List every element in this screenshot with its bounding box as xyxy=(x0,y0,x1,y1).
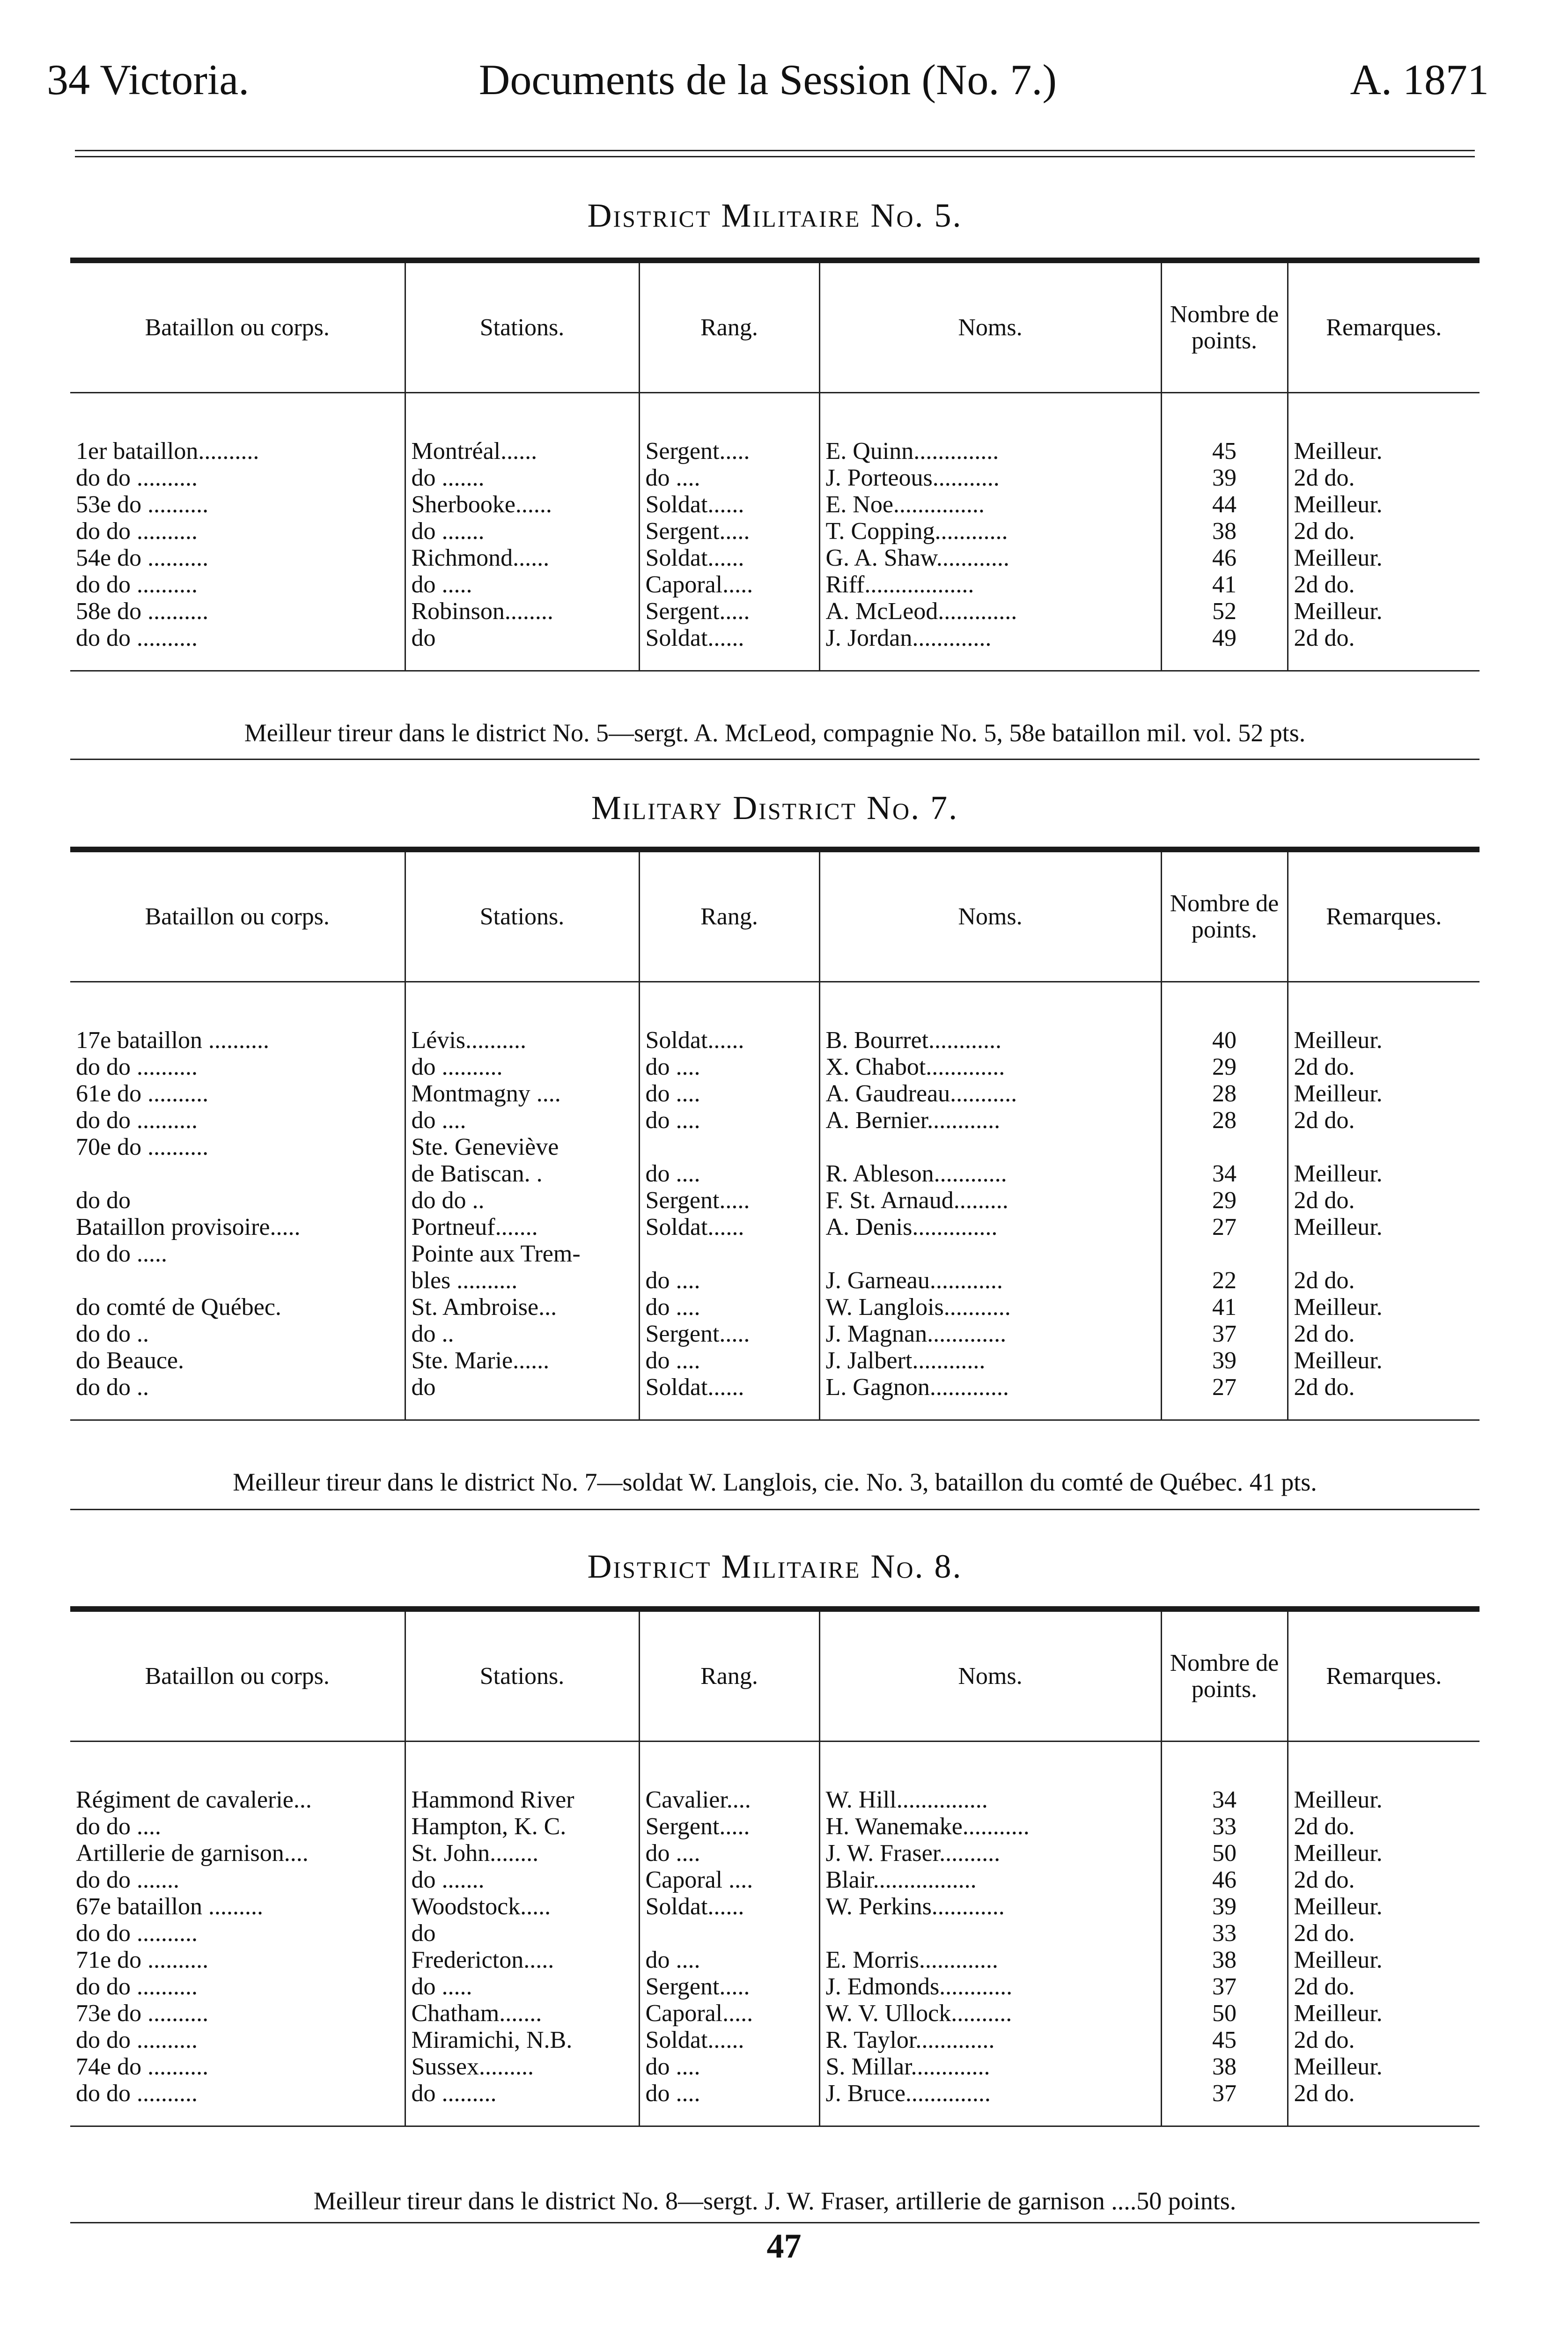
col-header-rang: Rang. xyxy=(639,263,819,393)
table-spacer-row xyxy=(70,982,1480,1027)
cell-remarque: 2d do. xyxy=(1288,1107,1480,1134)
table-row xyxy=(70,545,1480,571)
summary-rule xyxy=(70,759,1480,760)
cell-bataillon: do do .......... xyxy=(76,1973,198,2000)
cell-station: Montréal...... xyxy=(405,438,639,465)
cell-station: do .......... xyxy=(405,1054,639,1080)
col-header-bataillon: Bataillon ou corps. xyxy=(70,1612,405,1742)
cell-nom xyxy=(819,1240,1161,1267)
cell-nom: J. Jalbert............ xyxy=(819,1347,1161,1374)
cell-points: 41 xyxy=(1161,1294,1288,1321)
cell-points: 34 xyxy=(1161,1160,1288,1187)
cell-nom: J. Bruce.............. xyxy=(819,2080,1161,2107)
col-header-stations: Stations. xyxy=(405,852,639,982)
cell-bataillon: do do .......... xyxy=(76,571,198,598)
cell-rang: Soldat...... xyxy=(639,2027,819,2053)
table-row xyxy=(70,571,1480,598)
table-row xyxy=(70,438,1480,465)
cell-points: 50 xyxy=(1161,2000,1288,2027)
cell-remarque: 2d do. xyxy=(1288,1054,1480,1080)
table-row xyxy=(70,465,1480,491)
cell-nom xyxy=(819,1134,1161,1160)
cell-bataillon: 54e do .......... xyxy=(76,545,209,571)
header-session-year: 34 Victoria. xyxy=(47,56,250,103)
cell-bataillon: 61e do .......... xyxy=(76,1080,209,1107)
cell-bataillon: do do .......... xyxy=(76,2080,198,2107)
cell-points: 27 xyxy=(1161,1214,1288,1240)
cell-nom: Blair................. xyxy=(819,1867,1161,1893)
cell-nom: R. Ableson............ xyxy=(819,1160,1161,1187)
table-end-row xyxy=(70,651,1480,671)
cell-station: Lévis.......... xyxy=(405,1027,639,1054)
cell-nom: A. Bernier............ xyxy=(819,1107,1161,1134)
section-rule xyxy=(70,1606,1480,1612)
cell-rang: Soldat...... xyxy=(639,491,819,518)
cell-points: 38 xyxy=(1161,518,1288,545)
table-header-row xyxy=(70,852,1480,982)
cell-nom: W. Hill............... xyxy=(819,1786,1161,1813)
cell-station: Woodstock..... xyxy=(405,1893,639,1920)
cell-rang: Cavalier.... xyxy=(639,1786,819,1813)
cell-remarque: 2d do. xyxy=(1288,1973,1480,2000)
table-row xyxy=(70,1134,1480,1160)
cell-rang xyxy=(639,1240,819,1267)
cell-nom: A. McLeod............. xyxy=(819,598,1161,625)
table-header-row xyxy=(70,263,1480,393)
section-title-district-8: District Militaire No. 8. xyxy=(587,1548,963,1585)
cell-station: Ste. Geneviève xyxy=(405,1134,639,1160)
table-row xyxy=(70,1893,1480,1920)
table-row xyxy=(70,1160,1480,1187)
cell-bataillon xyxy=(70,1160,405,1187)
cell-points: 39 xyxy=(1161,1893,1288,1920)
cell-remarque: 2d do. xyxy=(1288,1321,1480,1347)
summary-rule xyxy=(70,1509,1480,1510)
table-header-row xyxy=(70,1612,1480,1742)
table-row xyxy=(70,1840,1480,1867)
cell-rang: do .... xyxy=(639,1160,819,1187)
cell-remarque: Meilleur. xyxy=(1288,1027,1480,1054)
summary-district-5: Meilleur tireur dans le district No. 5—sergt. A. McLeod, compagnie No. 5, 58e bataillon mil. vol. 52 pts. xyxy=(244,719,1306,747)
cell-nom xyxy=(819,1920,1161,1947)
cell-nom: H. Wanemake........... xyxy=(819,1813,1161,1840)
cell-points: 38 xyxy=(1161,1947,1288,1973)
table-row xyxy=(70,1347,1480,1374)
cell-points: 45 xyxy=(1161,2027,1288,2053)
cell-rang: Sergent..... xyxy=(639,1973,819,2000)
cell-points: 37 xyxy=(1161,2080,1288,2107)
cell-station: Sussex......... xyxy=(405,2053,639,2080)
table-row xyxy=(70,1080,1480,1107)
cell-rang: do .... xyxy=(639,1294,819,1321)
cell-nom: X. Chabot............. xyxy=(819,1054,1161,1080)
cell-remarque: Meilleur. xyxy=(1288,438,1480,465)
table-district-8 xyxy=(70,1612,1480,2127)
cell-remarque: 2d do. xyxy=(1288,1867,1480,1893)
table-row xyxy=(70,2000,1480,2027)
cell-remarque: Meilleur. xyxy=(1288,1947,1480,1973)
section-title-district-5: District Militaire No. 5. xyxy=(587,197,963,234)
cell-bataillon: do do .......... xyxy=(76,1054,198,1080)
table-row xyxy=(70,1867,1480,1893)
col-header-remarques: Remarques. xyxy=(1288,1612,1480,1742)
cell-bataillon: 58e do .......... xyxy=(76,598,209,625)
cell-station: Montmagny .... xyxy=(405,1080,639,1107)
cell-station: bles .......... xyxy=(405,1267,639,1294)
cell-nom: R. Taylor............. xyxy=(819,2027,1161,2053)
col-header-points: Nombre de points. xyxy=(1161,263,1288,393)
cell-rang: Soldat...... xyxy=(639,625,819,651)
cell-remarque: Meilleur. xyxy=(1288,1160,1480,1187)
table-row xyxy=(70,1294,1480,1321)
cell-remarque: Meilleur. xyxy=(1288,1786,1480,1813)
col-header-points: Nombre de points. xyxy=(1161,852,1288,982)
cell-rang xyxy=(639,1134,819,1160)
cell-points: 38 xyxy=(1161,2053,1288,2080)
cell-points: 50 xyxy=(1161,1840,1288,1867)
cell-station: do ....... xyxy=(405,1867,639,1893)
cell-rang: Soldat...... xyxy=(639,1027,819,1054)
section-rule xyxy=(70,258,1480,263)
cell-rang: Soldat...... xyxy=(639,1214,819,1240)
cell-points: 33 xyxy=(1161,1813,1288,1840)
cell-bataillon: Artillerie de garnison.... xyxy=(76,1840,309,1867)
cell-rang xyxy=(639,1920,819,1947)
cell-nom: E. Quinn.............. xyxy=(819,438,1161,465)
col-header-noms: Noms. xyxy=(819,852,1161,982)
cell-bataillon: 1er bataillon.......... xyxy=(76,438,259,465)
cell-remarque: Meilleur. xyxy=(1288,1840,1480,1867)
header-year: A. 1871 xyxy=(1350,56,1489,103)
cell-nom: J. Jordan............. xyxy=(819,625,1161,651)
cell-rang: Sergent..... xyxy=(639,1187,819,1214)
cell-station: Chatham....... xyxy=(405,2000,639,2027)
cell-rang: do .... xyxy=(639,1840,819,1867)
table-row xyxy=(70,491,1480,518)
col-header-rang: Rang. xyxy=(639,1612,819,1742)
table-row xyxy=(70,1920,1480,1947)
cell-rang: Soldat...... xyxy=(639,1893,819,1920)
cell-bataillon: do Beauce. xyxy=(76,1347,184,1374)
cell-bataillon xyxy=(70,1267,405,1294)
cell-bataillon: 67e bataillon ......... xyxy=(76,1893,264,1920)
cell-rang: do .... xyxy=(639,2053,819,2080)
cell-remarque: 2d do. xyxy=(1288,1920,1480,1947)
cell-remarque: 2d do. xyxy=(1288,1374,1480,1401)
table-body-district-5 xyxy=(70,393,1480,671)
cell-station: do ..... xyxy=(405,571,639,598)
cell-bataillon: do do ..... xyxy=(76,1240,167,1267)
cell-rang: do .... xyxy=(639,1347,819,1374)
cell-station: do .... xyxy=(405,1107,639,1134)
cell-remarque: 2d do. xyxy=(1288,2027,1480,2053)
cell-points: 29 xyxy=(1161,1054,1288,1080)
cell-station: do .. xyxy=(405,1321,639,1347)
cell-bataillon: 53e do .......... xyxy=(76,491,209,518)
cell-nom: A. Denis.............. xyxy=(819,1214,1161,1240)
cell-rang: do .... xyxy=(639,1107,819,1134)
cell-bataillon: do do .... xyxy=(76,1813,161,1840)
cell-bataillon: do do .......... xyxy=(76,625,198,651)
cell-nom: A. Gaudreau........... xyxy=(819,1080,1161,1107)
table-row xyxy=(70,1054,1480,1080)
cell-remarque: Meilleur. xyxy=(1288,491,1480,518)
cell-station: Hammond River xyxy=(405,1786,639,1813)
cell-remarque: Meilleur. xyxy=(1288,1347,1480,1374)
table-row xyxy=(70,1240,1480,1267)
table-row xyxy=(70,1187,1480,1214)
cell-nom: E. Morris............. xyxy=(819,1947,1161,1973)
col-header-remarques: Remarques. xyxy=(1288,852,1480,982)
cell-station: do ....... xyxy=(405,518,639,545)
cell-station: do xyxy=(405,1374,639,1401)
cell-nom: W. Langlois........... xyxy=(819,1294,1161,1321)
table-row xyxy=(70,598,1480,625)
table-row xyxy=(70,1374,1480,1401)
table-row xyxy=(70,1786,1480,1813)
cell-remarque: Meilleur. xyxy=(1288,1893,1480,1920)
cell-station: Ste. Marie...... xyxy=(405,1347,639,1374)
table-end-row xyxy=(70,2107,1480,2126)
table-district-5 xyxy=(70,263,1480,672)
cell-points: 22 xyxy=(1161,1267,1288,1294)
cell-bataillon: do do .......... xyxy=(76,2027,198,2053)
table-row xyxy=(70,2027,1480,2053)
cell-station: St. John........ xyxy=(405,1840,639,1867)
section-title-district-7: Military District No. 7. xyxy=(591,789,959,827)
cell-remarque: 2d do. xyxy=(1288,1267,1480,1294)
section-rule xyxy=(70,847,1480,852)
cell-points: 34 xyxy=(1161,1786,1288,1813)
cell-rang: do .... xyxy=(639,1267,819,1294)
cell-points: 46 xyxy=(1161,1867,1288,1893)
cell-points: 52 xyxy=(1161,598,1288,625)
col-header-stations: Stations. xyxy=(405,1612,639,1742)
cell-rang: do .... xyxy=(639,2080,819,2107)
cell-nom: L. Gagnon............. xyxy=(819,1374,1161,1401)
cell-points: 49 xyxy=(1161,625,1288,651)
cell-station: Richmond...... xyxy=(405,545,639,571)
cell-bataillon: do do .. xyxy=(76,1321,149,1347)
cell-points: 28 xyxy=(1161,1107,1288,1134)
cell-remarque: 2d do. xyxy=(1288,571,1480,598)
table-row xyxy=(70,518,1480,545)
cell-station: do ......... xyxy=(405,2080,639,2107)
cell-rang: Soldat...... xyxy=(639,545,819,571)
cell-rang: Sergent..... xyxy=(639,438,819,465)
summary-district-8: Meilleur tireur dans le district No. 8—sergt. J. W. Fraser, artillerie de garnison ....50 points. xyxy=(313,2187,1237,2215)
cell-remarque xyxy=(1288,1240,1480,1267)
cell-nom: J. W. Fraser.......... xyxy=(819,1840,1161,1867)
cell-points: 46 xyxy=(1161,545,1288,571)
table-row xyxy=(70,1321,1480,1347)
cell-rang: Sergent..... xyxy=(639,518,819,545)
cell-station: do ..... xyxy=(405,1973,639,2000)
table-end-row xyxy=(70,1401,1480,1420)
summary-rule xyxy=(70,2222,1480,2223)
page-number: 47 xyxy=(766,2227,802,2266)
cell-remarque: Meilleur. xyxy=(1288,2000,1480,2027)
cell-nom: S. Millar............. xyxy=(819,2053,1161,2080)
cell-remarque xyxy=(1288,1134,1480,1160)
cell-remarque: Meilleur. xyxy=(1288,1080,1480,1107)
table-row xyxy=(70,625,1480,651)
table-district-7 xyxy=(70,852,1480,1421)
table-row xyxy=(70,1973,1480,2000)
table-spacer-row xyxy=(70,393,1480,438)
cell-bataillon: 74e do .......... xyxy=(76,2053,209,2080)
cell-remarque: 2d do. xyxy=(1288,1813,1480,1840)
cell-remarque: Meilleur. xyxy=(1288,545,1480,571)
cell-station: do xyxy=(405,625,639,651)
cell-points xyxy=(1161,1134,1288,1160)
col-header-points: Nombre de points. xyxy=(1161,1612,1288,1742)
table-body-district-8 xyxy=(70,1742,1480,2126)
cell-rang: Soldat...... xyxy=(639,1374,819,1401)
cell-station: St. Ambroise... xyxy=(405,1294,639,1321)
cell-nom: W. V. Ullock.......... xyxy=(819,2000,1161,2027)
cell-points: 29 xyxy=(1161,1187,1288,1214)
cell-bataillon: do do .. xyxy=(76,1374,149,1401)
cell-rang: Sergent..... xyxy=(639,1321,819,1347)
cell-remarque: 2d do. xyxy=(1288,1187,1480,1214)
cell-station: Hampton, K. C. xyxy=(405,1813,639,1840)
cell-station: do do .. xyxy=(405,1187,639,1214)
cell-bataillon: Bataillon provisoire..... xyxy=(76,1214,301,1240)
cell-remarque: Meilleur. xyxy=(1288,598,1480,625)
cell-bataillon: do do xyxy=(76,1187,131,1214)
cell-remarque: Meilleur. xyxy=(1288,1294,1480,1321)
cell-remarque: 2d do. xyxy=(1288,465,1480,491)
cell-nom: W. Perkins............ xyxy=(819,1893,1161,1920)
cell-bataillon: Régiment de cavalerie... xyxy=(76,1786,312,1813)
col-header-stations: Stations. xyxy=(405,263,639,393)
cell-remarque: 2d do. xyxy=(1288,2080,1480,2107)
cell-rang: do .... xyxy=(639,465,819,491)
table-body-district-7 xyxy=(70,982,1480,1420)
table-spacer-row xyxy=(70,1742,1480,1787)
cell-rang: Caporal..... xyxy=(639,2000,819,2027)
header-double-rule xyxy=(75,150,1475,157)
cell-station: Portneuf....... xyxy=(405,1214,639,1240)
cell-remarque: 2d do. xyxy=(1288,518,1480,545)
cell-station: Robinson........ xyxy=(405,598,639,625)
cell-rang: Sergent..... xyxy=(639,1813,819,1840)
col-header-noms: Noms. xyxy=(819,263,1161,393)
cell-bataillon: 73e do .......... xyxy=(76,2000,209,2027)
summary-district-7: Meilleur tireur dans le district No. 7—soldat W. Langlois, cie. No. 3, bataillon du comté de Québec. 41 pts. xyxy=(233,1468,1317,1496)
table-row xyxy=(70,1027,1480,1054)
col-header-bataillon: Bataillon ou corps. xyxy=(70,852,405,982)
cell-nom: T. Copping............ xyxy=(819,518,1161,545)
table-row xyxy=(70,1107,1480,1134)
cell-points: 41 xyxy=(1161,571,1288,598)
cell-bataillon: do do .......... xyxy=(76,465,198,491)
cell-rang: Caporal..... xyxy=(639,571,819,598)
cell-nom: E. Noe............... xyxy=(819,491,1161,518)
cell-station: Fredericton..... xyxy=(405,1947,639,1973)
header-document-title: Documents de la Session (No. 7.) xyxy=(478,56,1057,103)
cell-points: 28 xyxy=(1161,1080,1288,1107)
col-header-remarques: Remarques. xyxy=(1288,263,1480,393)
cell-station: do ....... xyxy=(405,465,639,491)
cell-nom: B. Bourret............ xyxy=(819,1027,1161,1054)
cell-points: 39 xyxy=(1161,465,1288,491)
cell-points: 44 xyxy=(1161,491,1288,518)
cell-nom: F. St. Arnaud......... xyxy=(819,1187,1161,1214)
cell-points: 37 xyxy=(1161,1973,1288,2000)
cell-rang: Caporal .... xyxy=(639,1867,819,1893)
table-row xyxy=(70,2080,1480,2107)
col-header-rang: Rang. xyxy=(639,852,819,982)
cell-station: de Batiscan. . xyxy=(405,1160,639,1187)
cell-bataillon: 17e bataillon .......... xyxy=(76,1027,270,1054)
cell-points: 40 xyxy=(1161,1027,1288,1054)
cell-station: Miramichi, N.B. xyxy=(405,2027,639,2053)
table-row xyxy=(70,1813,1480,1840)
cell-nom: Riff.................. xyxy=(819,571,1161,598)
cell-bataillon: 71e do .......... xyxy=(76,1947,209,1973)
col-header-noms: Noms. xyxy=(819,1612,1161,1742)
cell-bataillon: do do ....... xyxy=(76,1867,179,1893)
cell-station: do xyxy=(405,1920,639,1947)
cell-points: 27 xyxy=(1161,1374,1288,1401)
cell-station: Pointe aux Trem- xyxy=(405,1240,639,1267)
cell-station: Sherbooke...... xyxy=(405,491,639,518)
table-row xyxy=(70,2053,1480,2080)
cell-nom: J. Magnan............. xyxy=(819,1321,1161,1347)
cell-nom: G. A. Shaw............ xyxy=(819,545,1161,571)
cell-remarque: Meilleur. xyxy=(1288,1214,1480,1240)
cell-bataillon: do comté de Québec. xyxy=(76,1294,281,1321)
cell-remarque: 2d do. xyxy=(1288,625,1480,651)
col-header-bataillon: Bataillon ou corps. xyxy=(70,263,405,393)
table-row xyxy=(70,1214,1480,1240)
cell-rang: do .... xyxy=(639,1080,819,1107)
cell-bataillon: do do .......... xyxy=(76,518,198,545)
cell-bataillon: do do .......... xyxy=(76,1107,198,1134)
cell-points xyxy=(1161,1240,1288,1267)
table-row xyxy=(70,1947,1480,1973)
cell-rang: do .... xyxy=(639,1947,819,1973)
cell-nom: J. Porteous........... xyxy=(819,465,1161,491)
cell-points: 39 xyxy=(1161,1347,1288,1374)
cell-rang: Sergent..... xyxy=(639,598,819,625)
cell-points: 33 xyxy=(1161,1920,1288,1947)
cell-bataillon: 70e do .......... xyxy=(76,1134,209,1160)
cell-rang: do .... xyxy=(639,1054,819,1080)
cell-nom: J. Edmonds............ xyxy=(819,1973,1161,2000)
cell-points: 37 xyxy=(1161,1321,1288,1347)
cell-bataillon: do do .......... xyxy=(76,1920,198,1947)
cell-nom: J. Garneau............ xyxy=(819,1267,1161,1294)
cell-points: 45 xyxy=(1161,438,1288,465)
page-header xyxy=(47,54,1489,105)
table-row xyxy=(70,1267,1480,1294)
cell-remarque: Meilleur. xyxy=(1288,2053,1480,2080)
